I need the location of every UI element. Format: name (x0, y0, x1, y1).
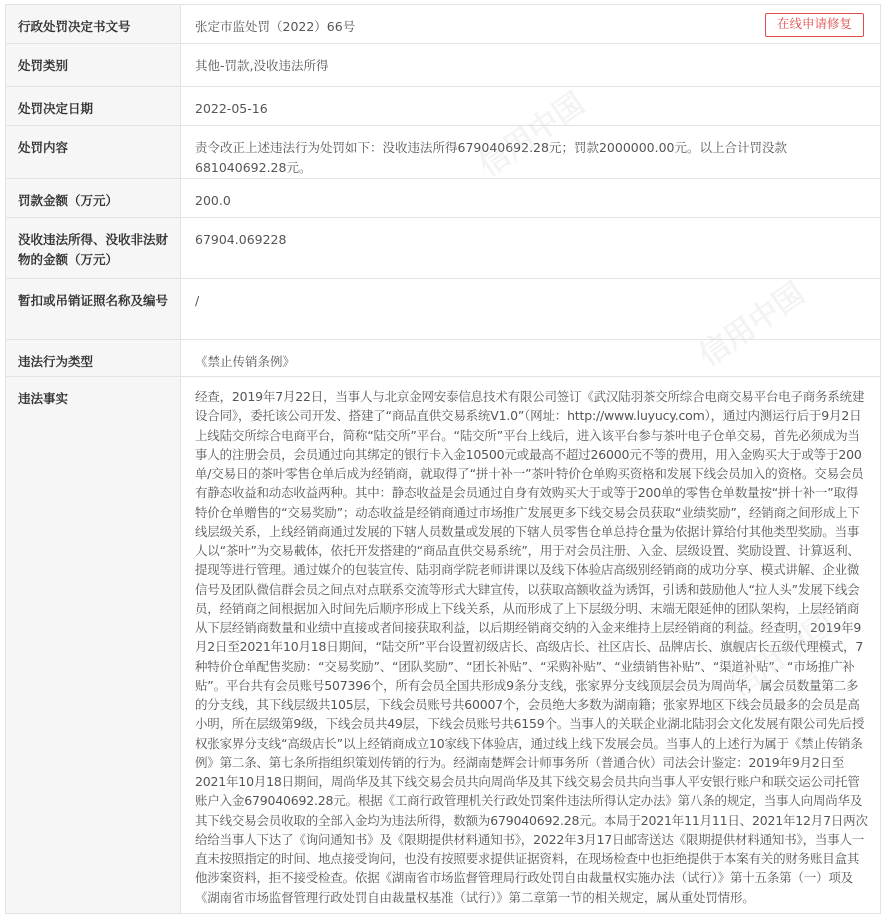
decision-number-value: 张定市监处罚（2022）66号 (195, 19, 356, 34)
decision-date-value: 2022-05-16 (181, 87, 881, 126)
confiscated-amount-value: 67904.069228 (181, 218, 881, 279)
watermark: 信用中国 (722, 606, 842, 704)
license-revoked-value: / (181, 279, 881, 340)
row-label: 处罚决定日期 (6, 87, 181, 126)
watermark: 信用中国 (472, 86, 592, 184)
row-label: 违法事实 (6, 377, 181, 914)
table-row (6, 179, 881, 218)
table-row (6, 44, 881, 87)
table-row (6, 279, 881, 340)
row-label: 罚款金额（万元） (6, 179, 181, 218)
row-label: 违法行为类型 (6, 340, 181, 377)
online-repair-button[interactable]: 在线申请修复 (765, 13, 864, 37)
violation-type-value: 《禁止传销条例》 (181, 340, 881, 377)
decision-number-cell (181, 5, 881, 44)
row-label: 暂扣或吊销证照名称及编号 (6, 279, 181, 340)
table-row (6, 87, 881, 126)
row-label: 行政处罚决定书文号 (6, 5, 181, 44)
table-row (6, 377, 881, 914)
violation-facts-value: 经查，2019年7月22日，当事人与北京金网安泰信息技术有限公司签订《武汉陆羽茶交所综合电商交易平台电子商务系统建设合同》，委托该公司开发、搭建了“商品直供交易系统V1.0”（网址：http://www.luyucy.com），通过内测运行后于9月2日上线陆交所综合电商平台，简称“陆交所”平台。“陆交所”平台上线后，进入该平台参与茶叶电子仓单交易，首先必须成为当事人的注册会员，会员通过向其绑定的银行卡入金10500元或最高不超过26000元不等的费用，用入金购买大于或等于200单/交易日的茶叶零售仓单后成为经销商，就取得了“拼十补一”茶叶特价仓单购买资格和发展下线会员加入的资格。交易会员有静态收益和动态收益两种。其中：静态收益是会员通过自身有效购买大于或等于200单的零售仓单数量按“拼十补一”取得特价仓单赠售的“交易奖励”；动态收益是经销商通过市场推广发展更多下线交易会员获取“业绩奖励”，经销商之间形成上下线层级关系，上线经销商通过发展的下辖人员数量或发展的下辖人员零售仓单总持仓量为依据计算给付其他类型奖励。当事人以“茶叶”为交易載体，依托开发搭建的“商品直供交易系统”，用于对会员注册、入金、层级设置、奖励设置、计算返利、提现等进行管理。通过媒介的包装宣传、陆羽商学院老师讲课以及线下体验店高级别经销商的成功分享、模式讲解、企业微信号及团队微信群会员之间点对点联系交流等形式大肆宣传，以获取高额收益为诱饵，引诱和鼓励他人“拉人头”发展下线会员，经销商之间根据加入时间先后顺序形成上下线关系，从而形成了上下层级分明、末端无限延伸的团队架构，上层经销商从下层经销商数量和业绩中直接或者间接获取利益，以后期经销商交纳的入金来维持上层经销商的利益。经查明，2019年9月2日至2021年10月18日期间，“陆交所”平台设置初级店长、高级店长、社区店长、品牌店长、旗舰店长五级代理模式，7种特价仓单配售奖励：“交易奖励”、“团队奖励”、“团长补贴”、“采购补贴”、“业绩销售补贴”、“渠道补贴”、“市场推广补贴”。平台共有会员账号507396个，所有会员全国共形成9条分支线，张家界分支线顶层会员为周尚华，属会员数量第二多的分支线，其下线层级共105层，下线会员账号共60007个，会员绝大多数为湖南籍；张家界地区下线会员最多的会员是高小明，所在层级第9级，下线会员共49层，下线会员账号共6159个。当事人的关联企业湖北陆羽会文化发展有限公司先后授权张家界分支线“高级店长”以上经销商成立10家线下体验店，通过线上线下发展会员。当事人的上述行为属于《禁止传销条例》第二条、第七条所指组织策划传销的行为。经湖南楚辉会计师事务所（普通合伙）司法会计鉴定：2019年9月2日至2021年10月18日期间，周尚华及其下线交易会员共向周尚华及其下线交易会员共向当事人平安银行账户和联交运公司托管账户入金679040692.28元。根据《工商行政管理机关行政处罚案件违法所得认定办法》第八条的规定，当事人向周尚华及其下线交易会员收取的全部入金均为违法所得，数额为679040692.28元。本局于2021年11月11日、2021年12月7日两次给给当事人下达了《询问通知书》及《限期提供材料通知书》，2022年3月17日邮寄送达《限期提供材料通知书》，当事人一直未按照指定的时间、地点接受询问，也没有按照要求提供证据资料，在现场检查中也拒绝提供于本案有关的财务账目盒其他涉案资料，拒不接受检查。依据《湖南省市场监督管理局行政处罚自由裁量权实施办法（试行）》第十五条第（一）项及《湖南省市场监督管理行政处罚自由裁量权基准（试行）》第二章第一节的相关规定，属从重处罚情形。 (181, 377, 881, 914)
row-label: 处罚类别 (6, 44, 181, 87)
table-row (6, 218, 881, 279)
fine-amount-value: 200.0 (181, 179, 881, 218)
penalty-content-value: 责令改正上述违法行为处罚如下：没收违法所得679040692.28元；罚款2000000.00元。以上合计罚没款681040692.28元。 (181, 126, 881, 179)
row-label: 没收违法所得、没收非法财物的金额（万元） (6, 218, 181, 279)
penalty-info-table (5, 4, 881, 914)
table-row (6, 5, 881, 44)
table-row (6, 126, 881, 179)
watermark: 信用中国 (692, 276, 812, 374)
row-label: 处罚内容 (6, 126, 181, 179)
table-row (6, 340, 881, 377)
penalty-category-value: 其他-罚款,没收违法所得 (181, 44, 881, 87)
